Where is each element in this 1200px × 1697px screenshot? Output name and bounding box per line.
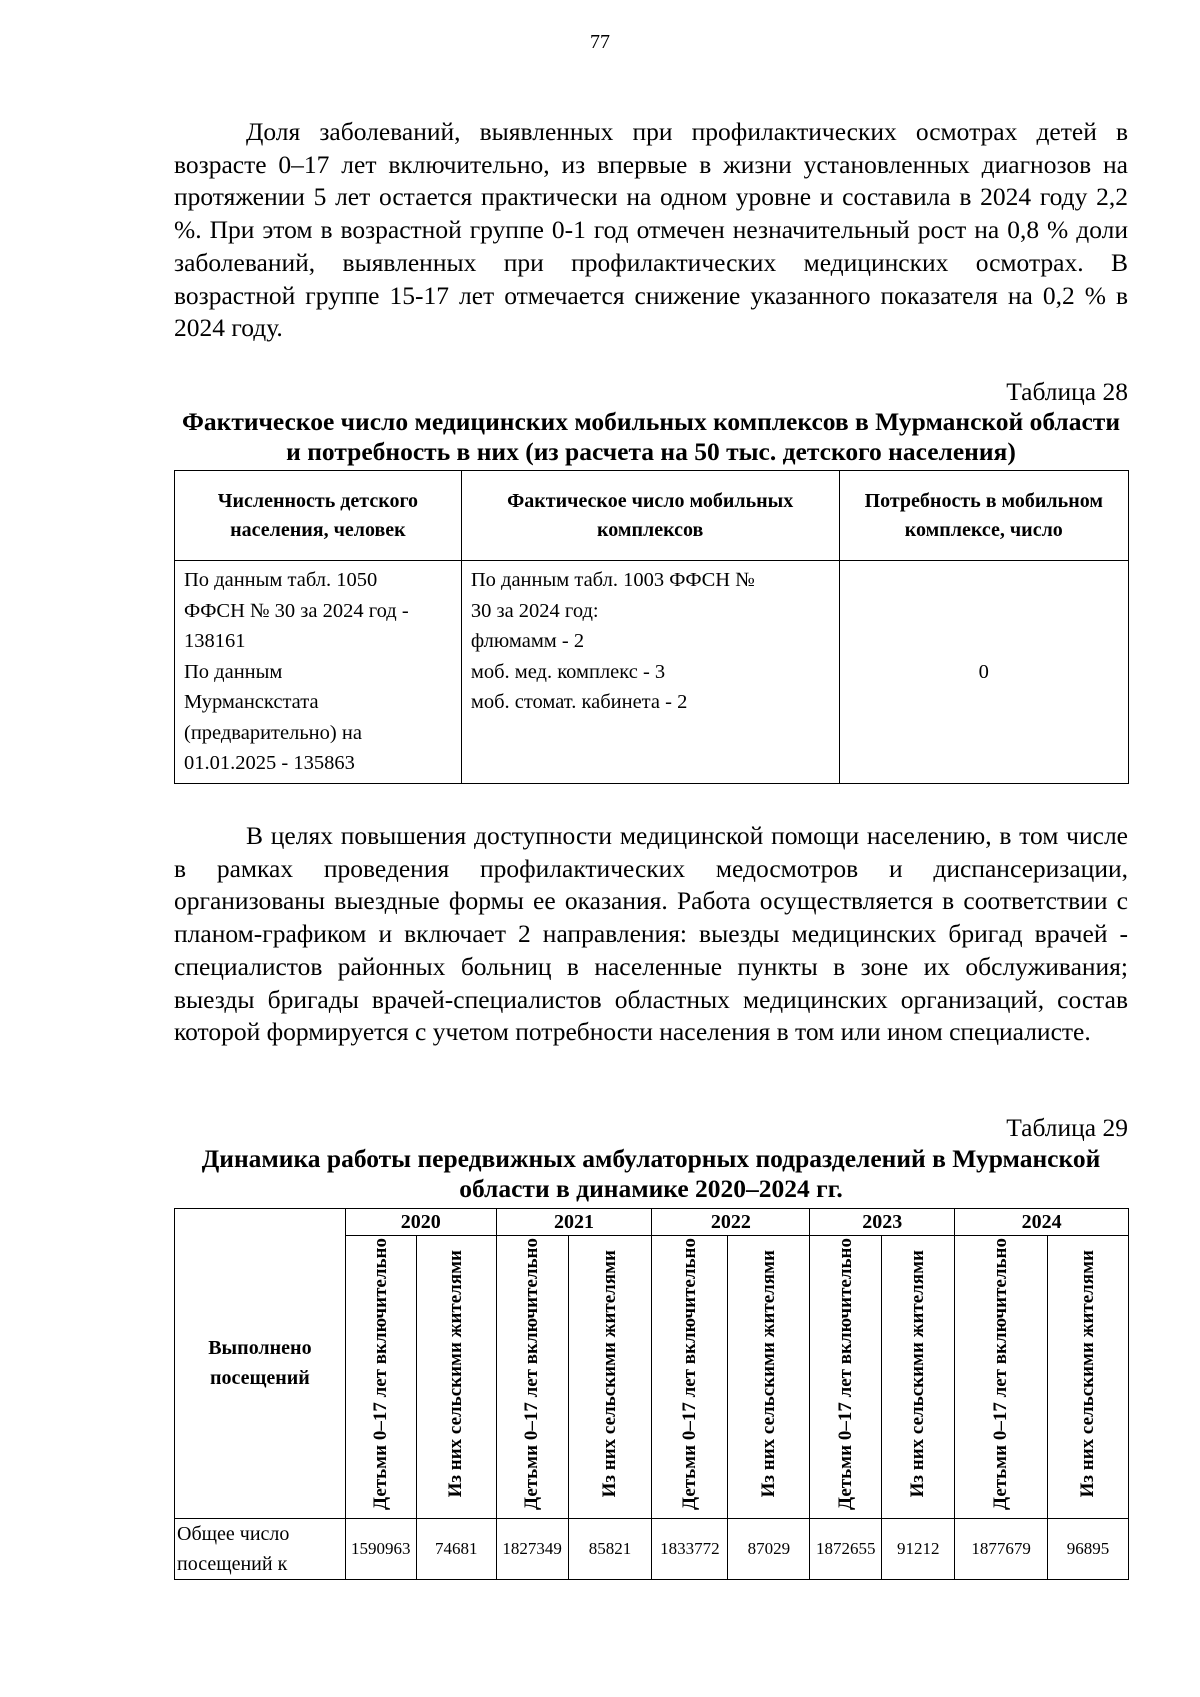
cell-line: 138161 — [184, 630, 246, 652]
header-children — [345, 1236, 416, 1519]
vertical-label: Из них сельскими жителями — [907, 1250, 929, 1498]
cell-line: моб. мед. комплекс - 3 — [470, 660, 666, 683]
vertical-label: Из них сельскими жителями — [757, 1250, 779, 1498]
cell-line: 30 за 2024 год: — [470, 599, 599, 622]
table-28-title: Фактическое число медицинских мобильных комплексов в Мурманской области и потребность в них (из расчета на 50 тыс. детского населения) — [181, 407, 1121, 466]
vertical-label: Детьми 0–17 лет включительно — [678, 1238, 700, 1510]
header-child-population: Численность детского населения, человек — [175, 471, 462, 561]
table-29-number: Таблица 29 — [1006, 1113, 1128, 1142]
value-cell: 87029 — [728, 1518, 810, 1579]
vertical-label: Детьми 0–17 лет включительно — [834, 1238, 856, 1510]
vertical-label: Детьми 0–17 лет включительно — [521, 1238, 543, 1510]
cell-line: 01.01.2025 - 135863 — [184, 752, 355, 774]
vertical-label: Из них сельскими жителями — [445, 1250, 467, 1498]
header-children — [652, 1236, 728, 1519]
value-cell: 91212 — [882, 1518, 955, 1579]
vertical-label: Детьми 0–17 лет включительно — [990, 1238, 1012, 1510]
vertical-label: Детьми 0–17 лет включительно — [369, 1238, 391, 1510]
header-children — [955, 1236, 1048, 1519]
header-rural — [416, 1236, 496, 1519]
header-year: 2020 — [345, 1209, 496, 1236]
header-actual-complexes: Фактическое число мобильных комплексов — [461, 471, 839, 561]
header-children — [496, 1236, 568, 1519]
cell-line: (предварительно) на — [184, 721, 362, 744]
table-28-number: Таблица 28 — [1006, 377, 1128, 406]
header-rural — [728, 1236, 810, 1519]
cell-line: По данным табл. 1050 — [184, 569, 378, 591]
cell-line: По данным — [184, 660, 283, 683]
header-rural — [882, 1236, 955, 1519]
table-row — [175, 561, 1129, 784]
header-rural — [568, 1236, 652, 1519]
value-cell: 96895 — [1048, 1518, 1129, 1579]
value-cell: 1833772 — [652, 1518, 728, 1579]
cell-line: моб. стомат. кабинета - 2 — [470, 691, 688, 713]
value-cell: 1872655 — [810, 1518, 882, 1579]
header-need: Потребность в мобильном комплексе, число — [839, 471, 1128, 561]
vertical-label: Из них сельскими жителями — [1077, 1250, 1099, 1498]
header-children — [810, 1236, 882, 1519]
row-label-total-visits: Общее число посещений к — [175, 1518, 346, 1579]
header-year: 2024 — [955, 1209, 1129, 1236]
vertical-label: Из них сельскими жителями — [599, 1250, 621, 1498]
value-cell: 1827349 — [496, 1518, 568, 1579]
paragraph-outreach: В целях повышения доступности медицинской помощи населению, в том числе в рамках проведения профилактических медосмотров и диспансеризации, организованы выездные формы ее оказания. Работа осуществляется в соответствии с планом-графиком и включает 2 направления: выезды медицинских бригад врачей - специалистов районных больниц в населенные пункты в зоне их обслуживания; выезды бригады врачей-специалистов областных медицинских организаций, состав которой формируется с учетом потребности населения в том или ином специалисте. — [174, 821, 1128, 1047]
header-visits-done: Выполнено посещений — [175, 1209, 346, 1519]
value-cell: 85821 — [568, 1518, 652, 1579]
cell-complexes-data — [461, 561, 839, 784]
cell-population-data — [175, 561, 462, 784]
mobile-complexes-table — [174, 470, 1129, 784]
year-header-row — [175, 1209, 1129, 1236]
paragraph-disease-share: Доля заболеваний, выявленных при профилактических осмотрах детей в возрасте 0–17 лет включительно, из впервые в жизни установленных диагнозов на протяжении 5 лет остается практически на одном уровне и составила в 2024 году 2,2 %. При этом в возрастной группе 0-1 год отмечен незначительный рост на 0,8 % доли заболеваний, выявленных при профилактических медицинских осмотрах. В возрастной группе 15-17 лет отмечается снижение указанного показателя на 0,2 % в 2024 году. — [174, 117, 1128, 343]
header-year: 2021 — [496, 1209, 652, 1236]
cell-line: Мурманскстата — [184, 691, 319, 713]
cell-need-value: 0 — [839, 561, 1128, 784]
cell-line: флюмамм - 2 — [470, 630, 585, 652]
header-rural — [1048, 1236, 1129, 1519]
table-row — [175, 1518, 1129, 1579]
table-header-row — [175, 471, 1129, 561]
page-number: 77 — [590, 31, 610, 53]
value-cell: 1877679 — [955, 1518, 1048, 1579]
cell-line: По данным табл. 1003 ФФСН № — [470, 569, 755, 591]
table-29-title: Динамика работы передвижных амбулаторных подразделений в Мурманской области в динамике 2020–2024 гг. — [201, 1144, 1101, 1203]
value-cell: 1590963 — [345, 1518, 416, 1579]
mobile-units-dynamics-table — [174, 1208, 1129, 1580]
value-cell: 74681 — [416, 1518, 496, 1579]
header-year: 2022 — [652, 1209, 810, 1236]
cell-line: ФФСН № 30 за 2024 год - — [184, 599, 409, 622]
header-year: 2023 — [810, 1209, 955, 1236]
